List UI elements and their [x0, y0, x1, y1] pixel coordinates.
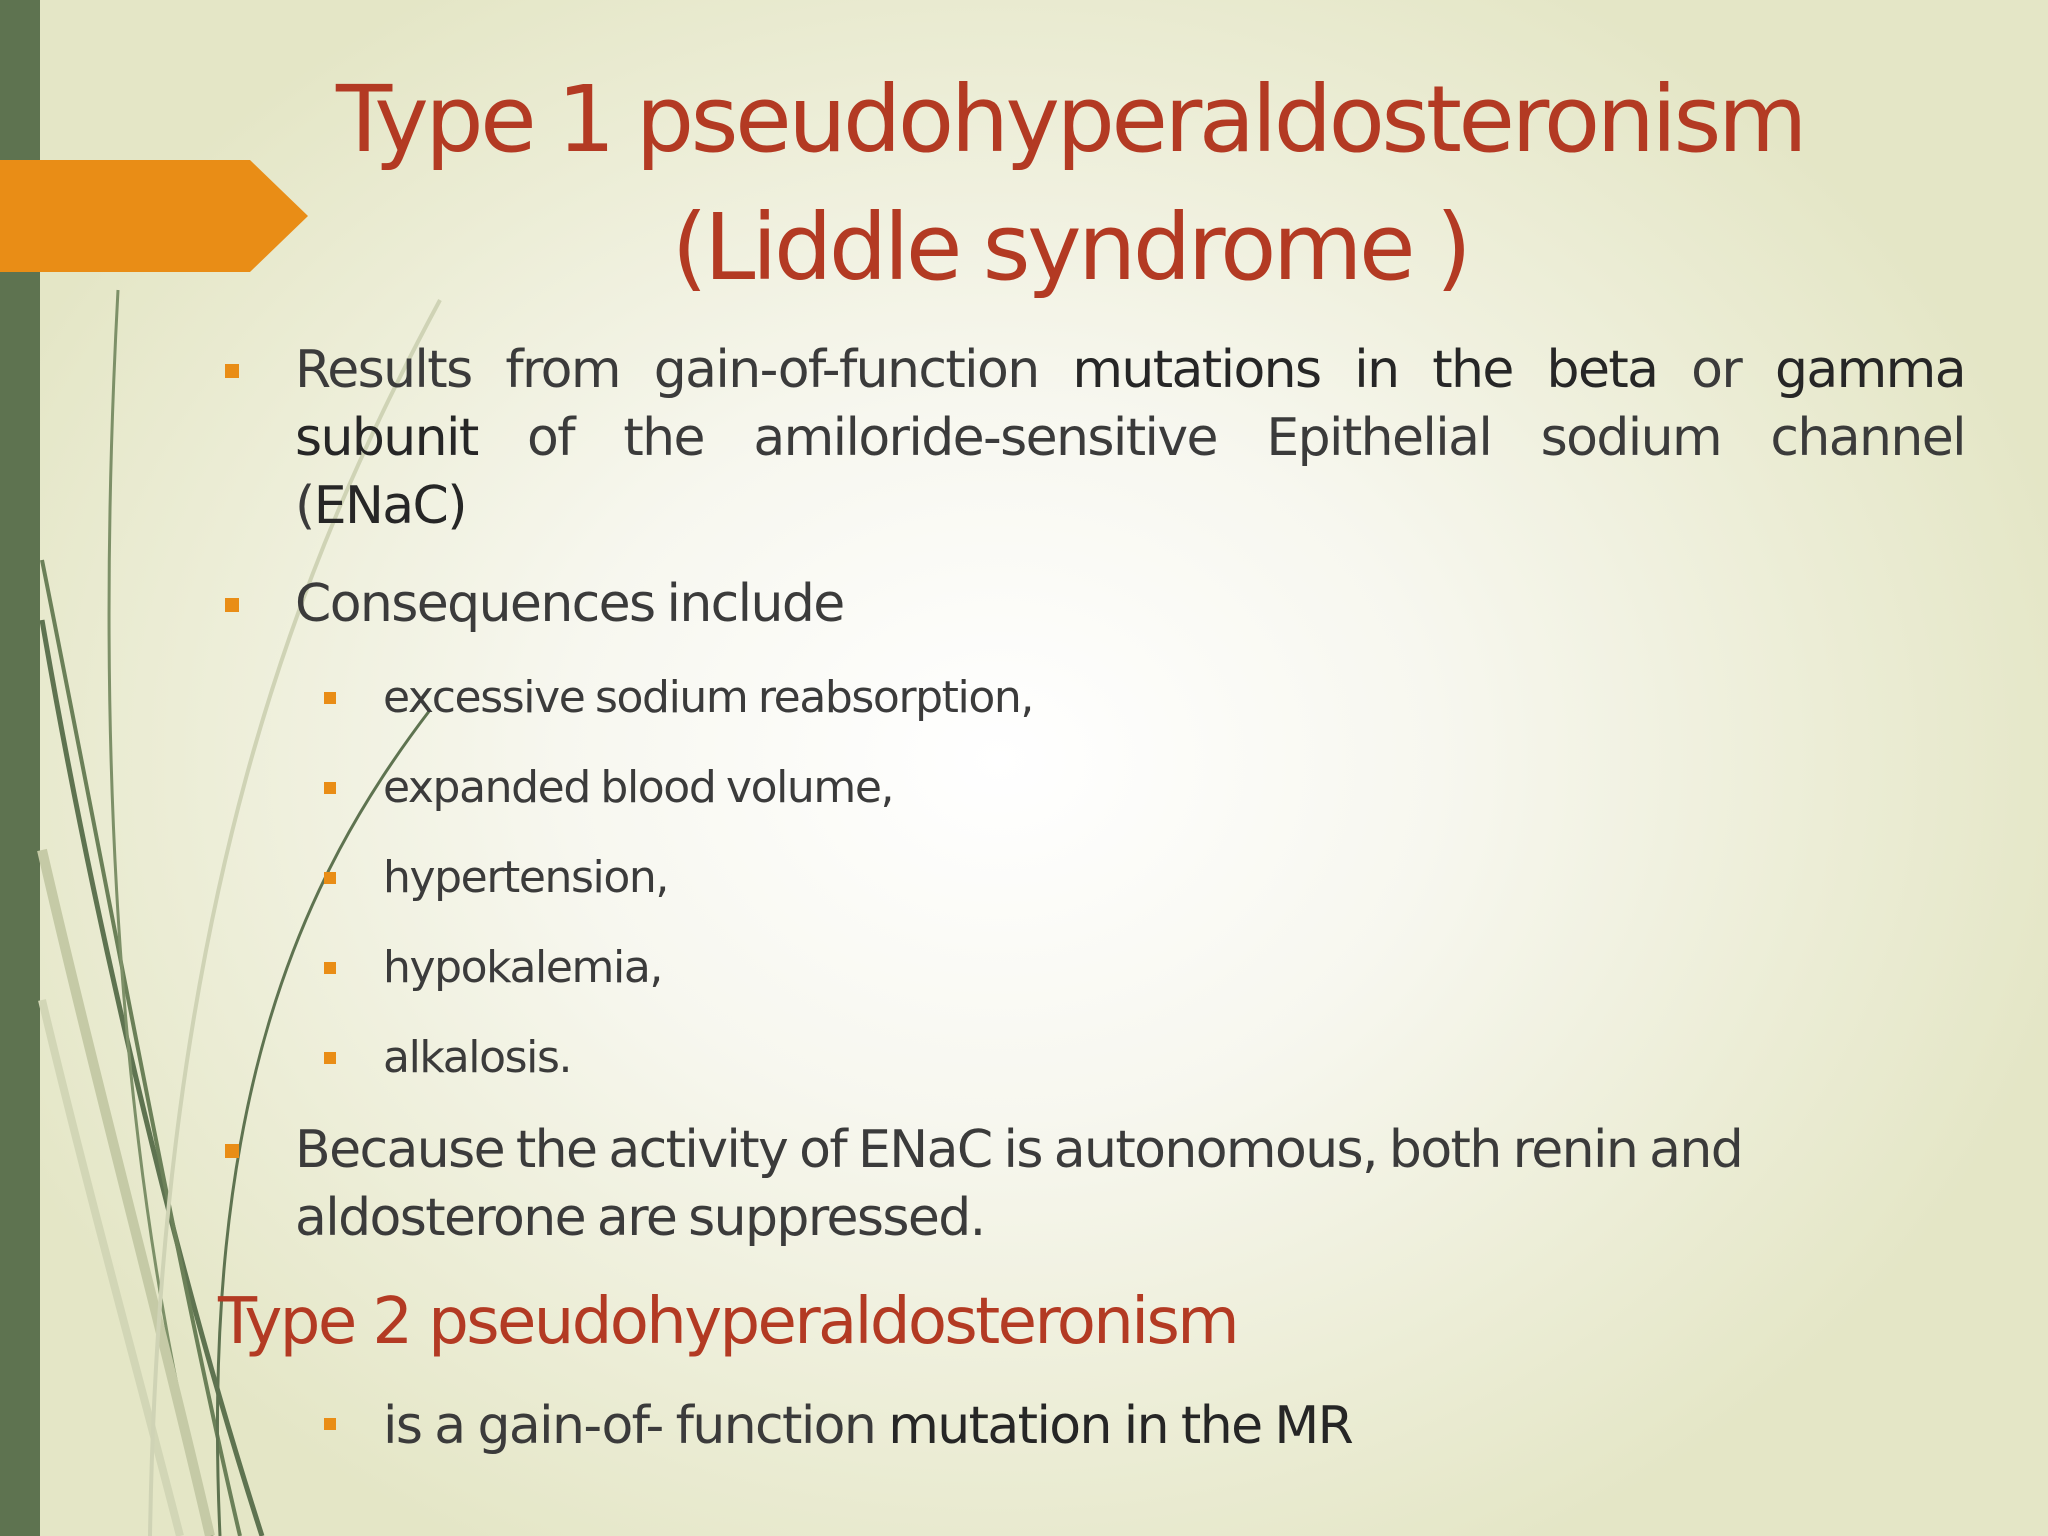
sub-bullet-text: alkalosis.: [383, 1032, 572, 1083]
title-line-2: (Liddle syndrome ): [671, 194, 1469, 301]
sub-bullet-text: excessive sodium reabsorption,: [383, 672, 1033, 723]
sub-bullet-text: is a gain-of- function: [383, 1396, 889, 1456]
bullet-line: subunit of the amiloride-sensitive Epithelial sodium channel: [295, 408, 1965, 468]
bullet-square-icon: [225, 1144, 239, 1158]
bullet-text: Because the activity of ENaC is autonomous, both renin and aldosterone are suppressed.: [295, 1120, 1743, 1248]
bullet-square-icon: [324, 1418, 336, 1430]
sub-bullet-item: [383, 848, 668, 908]
sub-bullet-item: [383, 1028, 571, 1088]
sub-bullet-text: hypertension,: [383, 852, 668, 903]
sub-bullet-text: hypokalemia,: [383, 942, 662, 993]
bullet-square-icon: [324, 962, 336, 974]
sub-bullet-item: [383, 758, 893, 818]
section-heading-type-2: Type 2 pseudohyperaldosteronism: [218, 1285, 1237, 1359]
bullet-square-icon: [324, 692, 336, 704]
bullet-line: Results from gain-of-function mutations in the beta or gamma: [295, 340, 1965, 400]
bullet-square-icon: [324, 1052, 336, 1064]
sub-bullet-item: [383, 668, 1033, 728]
sub-bullet-item: [383, 1394, 1352, 1458]
sub-bullet-item: [383, 938, 662, 998]
bullet-consequences: [295, 570, 844, 638]
bullet-line: (ENaC): [295, 476, 466, 536]
bullet-square-icon: [225, 598, 239, 612]
bullet-renin-aldosterone: [295, 1116, 1895, 1252]
bullet-text: Consequences include: [295, 574, 844, 634]
bullet-enac-mutation: [295, 336, 1965, 540]
bullet-square-icon: [225, 364, 239, 378]
sub-bullet-emphasis: mutation in the MR: [888, 1396, 1353, 1456]
sub-bullet-text: expanded blood volume,: [383, 762, 894, 813]
bullet-square-icon: [324, 872, 336, 884]
bullet-square-icon: [324, 782, 336, 794]
title-line-1: Type 1 pseudohyperaldosteronism: [335, 66, 1805, 173]
